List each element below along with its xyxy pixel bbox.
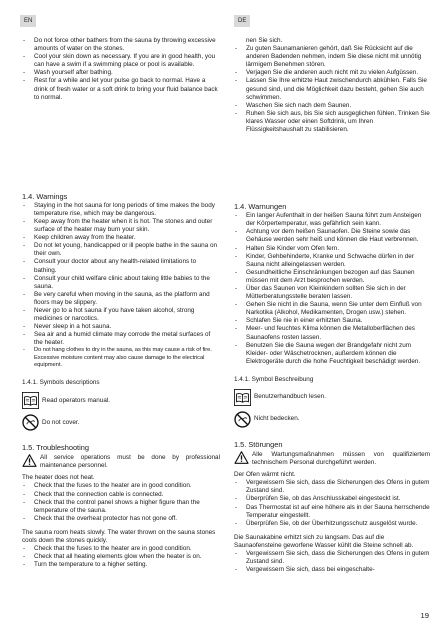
spacer xyxy=(22,102,220,192)
list-item: - Verjagen Sie die anderen auch nicht mit zu vielen Aufgüssen. xyxy=(234,69,430,77)
do-not-cover-icon xyxy=(22,414,39,431)
troubleshooting-heading-de: 1.5. Störungen xyxy=(234,440,283,449)
symbol-cover-row-de xyxy=(234,411,430,428)
room-checks-list-de xyxy=(234,550,430,574)
list-item: - Consult your child welfare clinic about taking little babies to the sauna. xyxy=(22,275,220,291)
warnings-heading-de: 1.4. Warnungen xyxy=(234,202,287,212)
list-item: - Überprüfen Sie, ob das Anschlusskabel eingesteckt ist. xyxy=(234,495,430,503)
symbol-manual-row-de xyxy=(234,389,430,406)
list-item: - Do not hang clothes to dry in the sauna, as this may cause a risk of fire. Excessive moisture content may also cause damage to the electrical equipment. xyxy=(22,347,220,369)
list-item: - Lassen Sie Ihre erhitzte Haut zwischendurch abkühlen. Falls Sie gesund sind, und die Möglichkeit dazu besteht, gehen Sie auch schwimmen. xyxy=(234,77,430,101)
warnings-list-en xyxy=(22,202,220,369)
list-item: - Cool your skin down as necessary. If you are in good health, you can have a swim if a swimming place or pool is available. xyxy=(22,53,220,69)
room-heats-slowly-en: The sauna room heats slowly. The water thrown on the sauna stones cools down the stones quickly. xyxy=(22,528,216,544)
list-item: - Wash yourself after bathing. xyxy=(22,69,220,77)
troubleshooting-heading-en: 1.5. Troubleshooting xyxy=(22,443,89,453)
list-item: - Schlafen Sie nie in einer erhitzten Sauna. xyxy=(234,317,430,325)
list-item: - Never go to a hot sauna if you have taken alcohol, strong medicines or narcotics. xyxy=(22,307,220,323)
warning-triangle-icon xyxy=(22,454,37,467)
list-item: - Vergewissern Sie sich, dass die Sicherungen des Ofens in gutem Zustand sind. xyxy=(234,479,430,495)
service-warning-de xyxy=(234,451,430,467)
manual-book-icon xyxy=(234,389,251,406)
column-german xyxy=(234,37,430,574)
warnings-heading-en: 1.4. Warnings xyxy=(22,191,68,201)
heater-checks-list-en xyxy=(22,482,220,522)
list-item: - Check that the control panel shows a higher figure than the temperature of the sauna. xyxy=(22,499,220,515)
language-tag-en: EN xyxy=(20,15,36,27)
service-warning-text-en: All service operations must be done by professional maintenance personnel. xyxy=(40,454,220,470)
symbol-manual-row-en xyxy=(22,392,220,409)
list-item: - Turn the temperature to a higher setting. xyxy=(22,561,220,569)
room-checks-list-en xyxy=(22,545,220,569)
list-item: - Gesundheitliche Einschränkungen bezogen auf das Saunen müssen mit dem Arzt besprochen werden. xyxy=(234,269,430,285)
symbol-cover-text-en: Do not cover. xyxy=(42,418,80,426)
list-item: - Be very careful when moving in the sauna, as the platform and floors may be slippery. xyxy=(22,291,220,307)
list-item: - Do not let young, handicapped or ill people bathe in the sauna on their own. xyxy=(22,242,220,258)
list-item: - Check that all heating elements glow when the heater is on. xyxy=(22,553,220,561)
manual-book-icon xyxy=(22,392,39,409)
list-item: - Das Thermostat ist auf eine höhere als in der Sauna herrschende Temperatur eingestellt. xyxy=(234,504,430,520)
list-item: - Ruhen Sie sich aus, bis Sie sich ausgeglichen fühlen. Trinken Sie klares Wasser oder einen Softdrink, um Ihren Flüssigkeitshaushalt zu stabilisieren. xyxy=(234,110,430,134)
symbol-cover-text-de: Nicht bedecken. xyxy=(254,415,300,423)
list-item: - Meer- und feuchtes Klima können die Metalloberflächen des Saunaofens rosten lassen. xyxy=(234,325,430,341)
list-item: - Waschen Sie sich nach dem Saunen. xyxy=(234,102,430,110)
spacer xyxy=(234,134,430,202)
list-item: - Achtung vor dem heißen Saunaofen. Die Steine sowie das Gehäuse werden sehr heiß und können die Haut verbrennen. xyxy=(234,228,430,244)
list-item: - Do not force other bathers from the sauna by throwing excessive amounts of water on the stones. xyxy=(22,37,220,53)
symbols-heading-en: 1.4.1. Symbols descriptions xyxy=(22,379,100,387)
list-item: - Never sleep in a hot sauna. xyxy=(22,323,220,331)
list-item: - Check that the overheat protector has not gone off. xyxy=(22,515,220,523)
service-warning-en xyxy=(22,454,220,470)
service-warning-text-de: Alle Wartungsmaßnahmen müssen von qualifiziertem technischem Personal durchgeführt werden. xyxy=(252,451,430,467)
warnings-list-de xyxy=(234,212,430,366)
page-number: 19 xyxy=(420,611,429,620)
list-item: - Gehen Sie nicht in die Sauna, wenn Sie unter dem Einfluß von Narkotika (Alkohol, Medikamenten, Drogen usw.) stehen. xyxy=(234,301,430,317)
warning-triangle-icon xyxy=(234,451,249,464)
list-item: - Kinder, Gehbehinderte, Kranke und Schwache dürfen in der Sauna nicht alleingelassen werden. xyxy=(234,253,430,269)
heater-checks-list-de xyxy=(234,479,430,528)
column-english xyxy=(22,37,220,569)
list-item: - Keep children away from the heater. xyxy=(22,234,220,242)
do-not-cover-icon xyxy=(234,411,251,428)
list-item: - Benutzen Sie die Sauna wegen der Brandgefahr nicht zum Kleider- oder Wäschetrocknen, außerdem können die Elektrogeräte durch die hohe Feuchtigkeit beschädigt werden. xyxy=(234,342,430,366)
list-item: nen Sie sich. xyxy=(246,37,283,44)
spacer xyxy=(22,436,220,443)
room-heats-slowly-de: Die Saunakabine erhitzt sich zu langsam. Das auf die Saunaofensteine geworfene Wasser kühlt die Steine schnell ab. xyxy=(234,533,414,549)
list-item: - Sea air and a humid climate may corrode the metal surfaces of the heater. xyxy=(22,331,220,347)
list-item: - Staying in the hot sauna for long periods of time makes the body temperature rise, which may be dangerous. xyxy=(22,202,220,218)
list-item: - Halten Sie Kinder vom Ofen fern. xyxy=(234,245,430,253)
list-item: - Check that the connection cable is connected. xyxy=(22,491,220,499)
language-tag-de: DE xyxy=(234,15,250,27)
spacer xyxy=(234,433,430,440)
symbol-manual-text-en: Read operators manual. xyxy=(42,396,111,404)
symbol-manual-text-de: Benutzerhandbuch lesen. xyxy=(254,393,326,401)
list-item: - Ein langer Aufenthalt in der heißen Sauna führt zum Ansteigen der Körpertemperatur, was gefährlich sein kann. xyxy=(234,212,430,228)
symbol-cover-row-en xyxy=(22,414,220,431)
list-item: - Über das Saunen von Kleinkindern sollten Sie sich in der Mütterberatungsstelle beraten lassen. xyxy=(234,285,430,301)
list-item: - Rest for a while and let your pulse go back to normal. Have a drink of fresh water or a soft drink to bring your fluid balance back to normal. xyxy=(22,77,220,101)
sauna-etiquette-list-de xyxy=(234,37,430,134)
sauna-etiquette-list-en xyxy=(22,37,220,102)
list-item: - Vergewissern Sie sich, dass bei eingeschalte- xyxy=(234,566,430,574)
symbols-heading-de: 1.4.1. Symbol Beschreibung xyxy=(234,375,314,383)
list-item: - Vergewissern Sie sich, dass die Sicherungen des Ofens in gutem Zustand sind. xyxy=(234,550,430,566)
list-item: - Keep away from the heater when it is hot. The stones and outer surface of the heater may burn your skin. xyxy=(22,218,220,234)
list-item: - Check that the fuses to the heater are in good condition. xyxy=(22,545,220,553)
heater-not-heating-en: The heater does not heat. xyxy=(22,474,95,482)
list-item: - Check that the fuses to the heater are in good condition. xyxy=(22,482,220,490)
list-item: - Zu guten Saunamanieren gehört, daß Sie Rücksicht auf die anderen Badenden nehmen, indem Sie diese nicht mit unnötig lärmigem Benehmen stören. xyxy=(234,45,430,69)
heater-not-heating-de: Der Ofen wärmt nicht. xyxy=(234,471,296,479)
list-item: - Consult your doctor about any health-related limitations to bathing. xyxy=(22,258,220,274)
list-item: - Überprüfen Sie, ob der Überhitzungsschutz ausgelöst wurde. xyxy=(234,520,430,528)
